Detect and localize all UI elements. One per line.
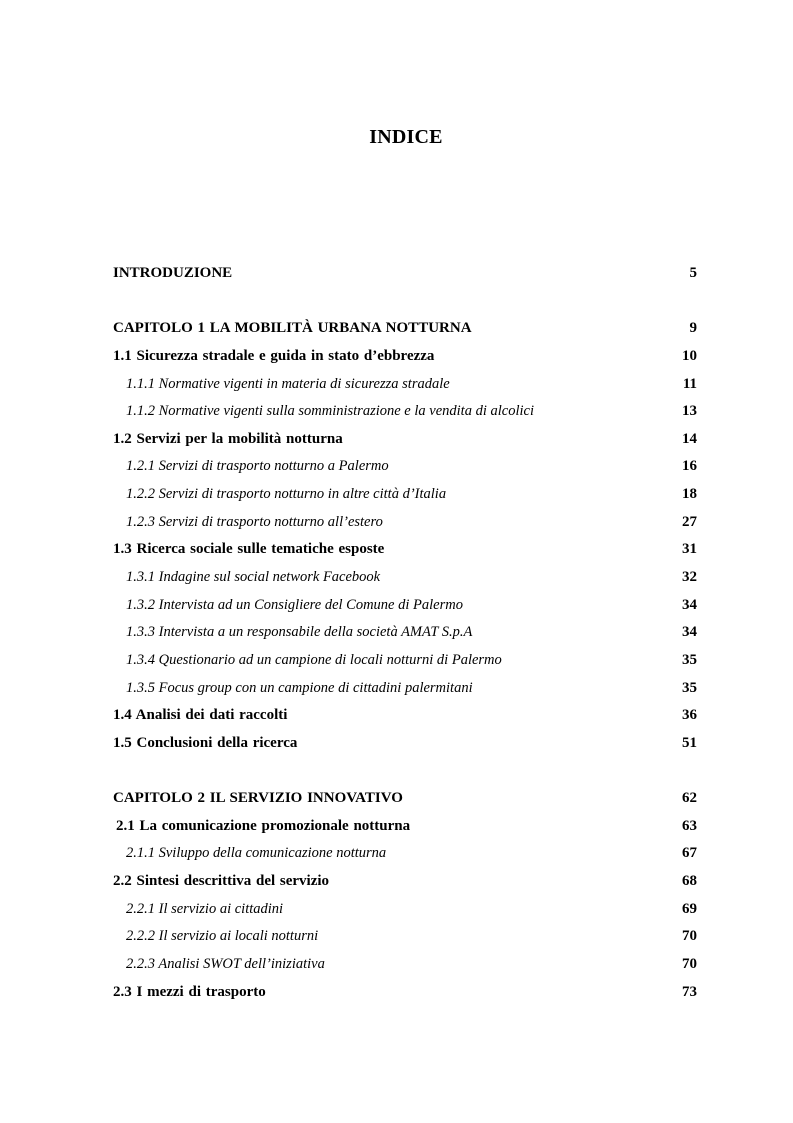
page-title: INDICE (369, 126, 443, 149)
toc-entry-page: 36 (682, 707, 697, 724)
toc-entry-page: 35 (682, 651, 697, 668)
toc-entry-page: 13 (682, 403, 697, 420)
toc-entry-2-3[interactable] (113, 979, 697, 1007)
toc-entry-page: 70 (682, 956, 697, 973)
toc-entry-2-2-2[interactable] (113, 923, 697, 951)
toc-entry-title: 2.2.1 Il servizio ai cittadini (126, 900, 284, 917)
toc-entry-title: 1.3.3 Intervista a un responsabile della società AMAT S.p.A (126, 624, 473, 641)
toc-entry-page: 18 (682, 486, 697, 503)
toc-entry-title: 1.3.2 Intervista ad un Consigliere del Comune di Palermo (126, 596, 463, 613)
toc-entry-title: 2.1 La comunicazione promozionale notturna (116, 817, 411, 834)
toc-entry-page: 67 (682, 845, 697, 862)
toc-entry-title: 1.2 Servizi per la mobilità notturna (113, 430, 343, 447)
toc-entry-1-5[interactable] (113, 730, 697, 758)
toc-entry-title: CAPITOLO 1 LA MOBILITÀ URBANA NOTTURNA (113, 320, 472, 337)
toc-entry-1-3-4[interactable] (113, 647, 697, 675)
toc-entry-page: 73 (682, 983, 697, 1000)
toc-entry-page: 31 (682, 541, 697, 558)
toc-entry-1-1-1[interactable] (113, 371, 697, 399)
toc-entry-1-2-3[interactable] (113, 509, 697, 537)
toc-entry-title: 1.5 Conclusioni della ricerca (113, 734, 298, 751)
toc-entry-1-1-2[interactable] (113, 398, 697, 426)
toc-entry-1-4[interactable] (113, 702, 697, 730)
toc-entry-title: INTRODUZIONE (113, 265, 233, 281)
toc-entry-title: 2.2 Sintesi descrittiva del servizio (113, 873, 330, 890)
toc-entry-1-2[interactable] (113, 426, 697, 454)
toc-entry-title: 2.2.3 Analisi SWOT dell’iniziativa (126, 956, 325, 973)
toc-entry-introduzione[interactable] (113, 260, 697, 288)
toc-entry-title: 1.3.5 Focus group con un campione di cittadini palermitani (126, 679, 473, 696)
toc-entry-page: 62 (682, 790, 697, 807)
toc-entry-capitolo-1[interactable] (113, 315, 697, 343)
toc-entry-page: 34 (682, 624, 697, 641)
toc-entry-page: 34 (682, 596, 697, 613)
toc-entry-1-3-3[interactable] (113, 619, 697, 647)
toc-entry-title: 1.2.2 Servizi di trasporto notturno in altre città d’Italia (126, 486, 447, 503)
toc-entry-title: 2.3 I mezzi di trasporto (113, 983, 266, 1000)
toc-entry-title: 1.2.1 Servizi di trasporto notturno a Palermo (126, 458, 389, 475)
toc-entry-title: 1.3 Ricerca sociale sulle tematiche esposte (113, 541, 385, 558)
toc-entry-2-2-1[interactable] (113, 896, 697, 924)
toc-entry-page: 68 (682, 873, 697, 890)
toc-entry-page: 69 (682, 900, 697, 917)
toc-entry-title: 2.1.1 Sviluppo della comunicazione notturna (126, 845, 387, 862)
toc-entry-page: 14 (682, 430, 697, 447)
toc-entry-1-3-2[interactable] (113, 592, 697, 620)
toc-entry-title: 1.1.1 Normative vigenti in materia di sicurezza stradale (126, 375, 450, 392)
toc-entry-page: 10 (682, 347, 697, 364)
toc-entry-2-1-1[interactable] (113, 840, 697, 868)
toc-entry-page: 27 (682, 513, 697, 530)
toc-entry-page: 9 (689, 320, 697, 337)
toc-entry-capitolo-2[interactable] (113, 785, 697, 813)
toc-entry-1-3[interactable] (113, 536, 697, 564)
toc-entry-page: 5 (689, 265, 697, 281)
toc-entry-2-2[interactable] (113, 868, 697, 896)
toc-entry-page: 51 (682, 734, 697, 751)
toc-entry-2-2-3[interactable] (113, 951, 697, 979)
toc-entry-title: 1.3.1 Indagine sul social network Facebook (126, 569, 381, 586)
toc-entry-1-3-1[interactable] (113, 564, 697, 592)
toc-entry-1-2-1[interactable] (113, 453, 697, 481)
toc-entry-page: 70 (682, 928, 697, 945)
toc-entry-2-1[interactable] (113, 813, 697, 841)
toc-entry-1-3-5[interactable] (113, 675, 697, 703)
toc-entry-title: 1.1 Sicurezza stradale e guida in stato d’ebbrezza (113, 347, 435, 364)
toc-entry-page: 11 (682, 375, 697, 392)
toc-entry-page: 16 (682, 458, 697, 475)
toc-entry-title: 1.2.3 Servizi di trasporto notturno all’estero (126, 513, 383, 530)
toc-entry-title: 1.3.4 Questionario ad un campione di locali notturni di Palermo (126, 651, 502, 668)
toc-entry-title: CAPITOLO 2 IL SERVIZIO INNOVATIVO (113, 790, 403, 807)
toc-entry-page: 32 (682, 569, 697, 586)
table-of-contents (113, 260, 697, 1006)
toc-entry-1-1[interactable] (113, 343, 697, 371)
toc-entry-title: 2.2.2 Il servizio ai locali notturni (126, 928, 319, 945)
toc-entry-page: 63 (682, 817, 697, 834)
toc-entry-title: 1.1.2 Normative vigenti sulla somministrazione e la vendita di alcolici (126, 403, 534, 420)
toc-entry-page: 35 (682, 679, 697, 696)
toc-entry-1-2-2[interactable] (113, 481, 697, 509)
toc-entry-title: 1.4 Analisi dei dati raccolti (113, 707, 288, 724)
